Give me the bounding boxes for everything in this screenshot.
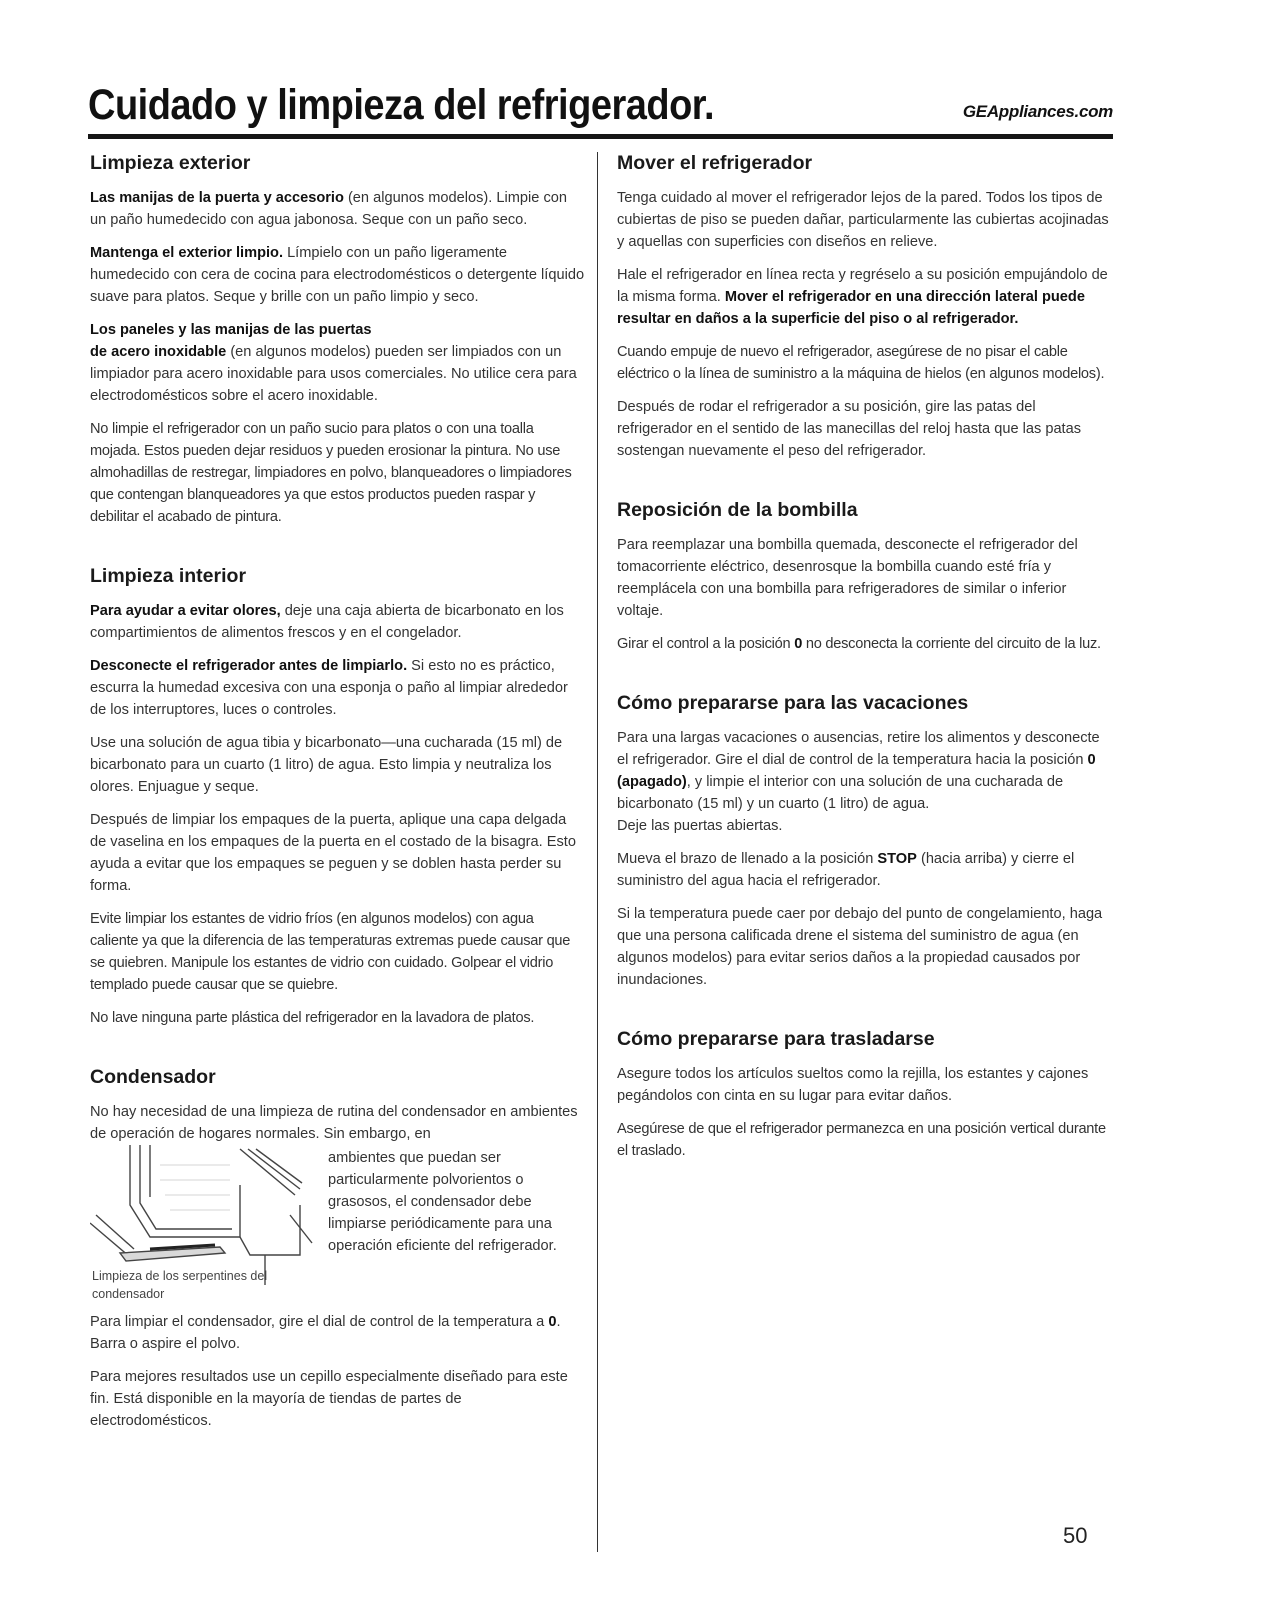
interior-heading: Limpieza interior [90,565,247,587]
bulb-p2-bold: 0 [794,636,803,652]
moving-p2 [617,264,1112,330]
bulb-heading: Reposición de la bombilla [617,499,858,521]
moving-house-heading: Cómo prepararse para trasladarse [617,1028,935,1050]
moving-heading: Mover el refrigerador [617,152,813,174]
moving-house-p2: Asegúrese de que el refrigerador permanezca en una posición vertical durante el traslado. [617,1121,1106,1159]
exterior-p2-text: Límpielo con un paño ligeramente humedecido con cera de cocina para electrodomésticos o detergente líquido suave para platos. Seque y brille con un paño limpio y seco. [90,245,585,305]
right-column [617,152,1112,1173]
spacer [617,473,1112,499]
condenser-figure-row [90,1147,585,1307]
moving-house-p1: Asegure todos los artículos sueltos como la rejilla, los estantes y cajones pegándolos con cinta en su lugar para evitar daños. [617,1066,1089,1104]
page-header [88,78,1113,138]
exterior-p2 [90,242,585,308]
exterior-p1 [90,187,585,231]
interior-p3: Use una solución de agua tibia y bicarbonato—una cucharada (15 ml) de bicarbonato para un cuarto (1 litro) de agua. Esto limpia y neutraliza los olores. Enjuague y seque. [90,735,563,795]
moving-p2-bold: Mover el refrigerador en una dirección lateral puede resultar en daños a la superficie del piso o al refrigerador. [617,289,1085,327]
condenser-section [90,1066,585,1432]
interior-p1-bold: Para ayudar a evitar olores, [90,603,281,619]
exterior-p1-text: (en algunos modelos). Limpie con un paño humedecido con agua jabonosa. Seque con un paño seco. [90,190,567,228]
exterior-p3-bold2: de acero inoxidable [90,344,227,360]
bulb-p1: Para reemplazar una bombilla quemada, desconecte el refrigerador del tomacorriente eléctrico, desenrosque la bombilla cuando esté fría y reemplácela con una bombilla para refrigeradores de similar o inferior voltaje. [617,537,1078,619]
bulb-p2 [617,633,1112,655]
moving-p1: Tenga cuidado al mover el refrigerador lejos de la pared. Todos los tipos de cubiertas de piso se pueden dañar, particularmente las cubiertas acojinadas y aquellas con superficies con diseños en relieve. [617,190,1109,250]
condenser-p2-text2: . Barra o aspire el polvo. [90,1314,561,1352]
figure-caption: Limpieza de los serpentines del condensador [92,1269,268,1301]
condenser-p1a: No hay necesidad de una limpieza de rutina del condensador en ambientes de operación de hogares normales. Sin embargo, en [90,1104,578,1142]
exterior-p2-bold: Mantenga el exterior limpio. [90,245,284,261]
interior-p4: Después de limpiar los empaques de la puerta, aplique una capa delgada de vaselina en los empaques de la puerta en el costado de la bisagra. Esto ayuda a evitar que los empaques se peguen y se doblen hasta perder su forma. [90,812,576,894]
moving-p4: Después de rodar el refrigerador a su posición, gire las patas del refrigerador en el sentido de las manecillas del reloj hasta que las patas sostengan nuevamente el peso del refrigerador. [617,399,1082,459]
interior-p5: Evite limpiar los estantes de vidrio fríos (en algunos modelos) con agua caliente ya que la diferencia de las temperaturas extremas puede causar que se quiebren. Manipule los estantes de vidrio con cuidado. Golpear el vidrio templado puede causar que se quiebre. [90,911,571,993]
condenser-heading: Condensador [90,1066,216,1088]
vacation-p1-text2: , y limpie el interior con una solución de una cucharada de bicarbonato (15 ml) y un cuarto (1 litro) de agua. [617,774,1064,812]
vacation-p1-bold: 0 (apagado) [617,752,1096,790]
bulb-p2-text: Girar el control a la posición [617,636,795,652]
bulb-section [617,499,1112,655]
vacation-p1 [617,727,1112,837]
exterior-p3 [90,319,585,407]
vacation-p3: Si la temperatura puede caer por debajo del punto de congelamiento, haga que una persona calificada drene el sistema del suministro de agua (en algunos modelos) para evitar serios daños a la propiedad causados por inundaciones. [617,906,1103,988]
interior-p1 [90,600,585,644]
condenser-p2-text: Para limpiar el condensador, gire el dial de control de la temperatura a [90,1314,549,1330]
vacation-p2 [617,848,1112,892]
spacer [90,539,585,565]
condenser-p2-bold: 0 [548,1314,557,1330]
moving-p3: Cuando empuje de nuevo el refrigerador, asegúrese de no pisar el cable eléctrico o la línea de suministro a la máquina de hielos (en algunos modelos). [617,344,1105,382]
interior-p2-text: Si esto no es práctico, escurra la humedad excesiva con una esponja o paño al limpiar alrededor de los interruptores, luces o controles. [90,658,568,718]
moving-p2-text: Hale el refrigerador en línea recta y regréselo a su posición empujándolo de la misma forma. [617,267,1108,305]
vacation-p2-text2: (hacia arriba) y cierre el suministro del agua hacia el refrigerador. [617,851,1075,889]
interior-p6: No lave ninguna parte plástica del refrigerador en la lavadora de platos. [90,1010,535,1026]
exterior-section [90,152,585,528]
exterior-p4: No limpie el refrigerador con un paño sucio para platos o con una toalla mojada. Estos pueden dejar residuos y pueden erosionar la pintura. No use almohadillas de restregar, limpiadores en polvo, blanqueadores o limpiadores que contengan blanqueadores ya que estos productos pueden raspar y debilitar el acabado de pintura. [90,421,572,525]
left-column [90,152,585,1443]
spacer [617,1002,1112,1028]
condenser-p2 [90,1311,585,1355]
vacation-p2-bold: STOP [877,851,917,867]
exterior-p1-bold: Las manijas de la puerta y accesorio [90,190,344,206]
spacer [90,1040,585,1066]
spacer [617,666,1112,692]
header-rule [88,134,1113,139]
exterior-p3-bold1: Los paneles y las manijas de las puertas [90,322,372,338]
interior-p2-bold: Desconecte el refrigerador antes de limpiarlo. [90,658,408,674]
column-divider [597,152,598,1552]
exterior-p3-text: (en algunos modelos) pueden ser limpiados con un limpiador para acero inoxidable para usos comerciales. No utilice cera para electrodomésticos sobre el acero inoxidable. [90,344,577,404]
interior-p2 [90,655,585,721]
condenser-p3: Para mejores resultados use un cepillo especialmente diseñado para este fin. Está disponible en la mayoría de tiendas de partes de electrodomésticos. [90,1369,568,1429]
bulb-p2-text2: no desconecta la corriente del circuito de la luz. [802,636,1101,652]
vacation-p1-line: Deje las puertas abiertas. [617,818,783,834]
moving-section [617,152,1112,462]
moving-house-section [617,1028,1112,1162]
vacation-heading: Cómo prepararse para las vacaciones [617,692,969,714]
exterior-heading: Limpieza exterior [90,152,251,174]
interior-section [90,565,585,1029]
interior-p1-text: deje una caja abierta de bicarbonato en los compartimientos de alimentos frescos y en el congelador. [90,603,564,641]
condenser-p1b: ambientes que puedan ser particularmente polvorientos o grasosos, el condensador debe limpiarse periódicamente para una operación eficiente del refrigerador. [328,1150,557,1254]
site-url: GEAppliances.com [962,102,1113,121]
vacation-p1-text: Para una largas vacaciones o ausencias, retire los alimentos y desconecte el refrigerador. Gire el dial de control de la temperatura hacia la posición [617,730,1100,768]
page-title: Cuidado y limpieza del refrigerador. [88,82,715,130]
vacation-p2-text: Mueva el brazo de llenado a la posición [617,851,878,867]
vacation-section [617,692,1112,991]
page-number: 50 [1063,1523,1088,1548]
